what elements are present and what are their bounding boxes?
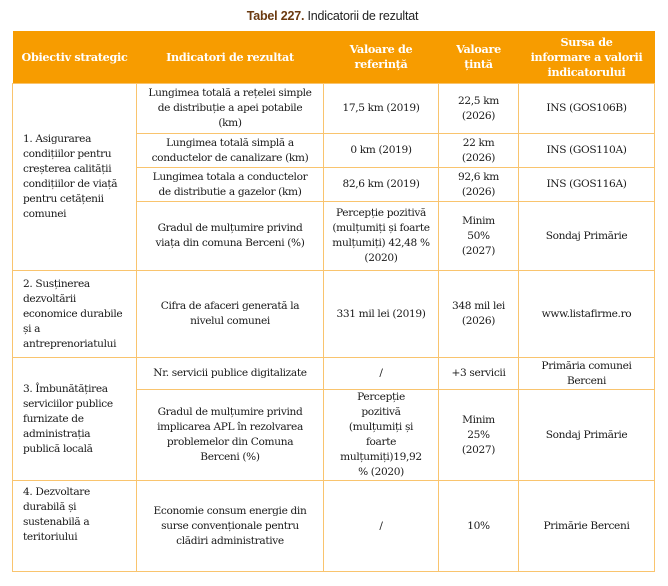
source-cell: Primăria comunei Berceni [519,358,655,390]
target-cell: 92,6 km (2026) [439,168,519,202]
objective-cell: 3. Îmbunătățirea serviciilor publice furnizate de administrația publică locală [13,358,137,481]
indicator-cell: Lungimea totala a conductelor de distributie a gazelor (km) [137,168,324,202]
reference-cell: / [324,358,439,390]
caption-label: Tabel 227. [246,9,305,23]
header-indicators: Indicatori de rezultat [137,31,324,84]
table-row [13,271,655,358]
reference-cell: / [324,481,439,572]
source-cell: INS (GOS116A) [519,168,655,202]
indicator-cell: Gradul de mulțumire privind viața din comuna Berceni (%) [137,202,324,271]
header-reference: Valoare de referință [324,31,439,84]
target-cell: Minim 25% (2027) [439,390,519,481]
header-source: Sursa de informare a valorii indicatorului [519,31,655,84]
header-objective: Obiectiv strategic [13,31,137,84]
objective-cell: 4. Dezvoltare durabilă și sustenabilă a teritoriului [13,481,137,572]
target-cell: 22,5 km (2026) [439,84,519,134]
table-row [13,84,655,134]
table-row [13,358,655,390]
source-cell: www.listafirme.ro [519,271,655,358]
target-cell: 348 mil lei (2026) [439,271,519,358]
reference-cell: 0 km (2019) [324,134,439,168]
indicator-cell: Lungimea totală a rețelei simple de distribuție a apei potabile (km) [137,84,324,134]
reference-cell: 17,5 km (2019) [324,84,439,134]
results-indicators-table [12,31,655,572]
source-cell: INS (GOS106B) [519,84,655,134]
header-target: Valoare țintă [439,31,519,84]
table-header-row [13,31,655,84]
reference-cell: Percepție pozitivă (mulțumiți și foarte mulțumiți)19,92 % (2020) [324,390,439,481]
indicator-cell: Economie consum energie din surse convenționale pentru clădiri administrative [137,481,324,572]
source-cell: INS (GOS110A) [519,134,655,168]
target-cell: +3 servicii [439,358,519,390]
table-caption [12,9,653,23]
source-cell: Sondaj Primărie [519,390,655,481]
reference-cell: Percepție pozitivă (mulțumiți și foarte mulțumiți) 42,48 % (2020) [324,202,439,271]
table-row [13,481,655,572]
objective-cell: 2. Susținerea dezvoltării economice durabile și a antreprenoriatului [13,271,137,358]
indicator-cell: Gradul de mulțumire privind implicarea APL în rezolvarea problemelor din Comuna Berceni (%) [137,390,324,481]
target-cell: 22 km (2026) [439,134,519,168]
source-cell: Sondaj Primărie [519,202,655,271]
target-cell: 10% [439,481,519,572]
reference-cell: 331 mil lei (2019) [324,271,439,358]
caption-title: Indicatorii de rezultat [304,9,419,23]
objective-cell: 1. Asigurarea condițiilor pentru creșterea calității condițiilor de viață pentru cetățenii comunei [13,84,137,271]
source-cell: Primărie Berceni [519,481,655,572]
indicator-cell: Cifra de afaceri generată la nivelul comunei [137,271,324,358]
indicator-cell: Lungimea totală simplă a conductelor de canalizare (km) [137,134,324,168]
reference-cell: 82,6 km (2019) [324,168,439,202]
target-cell: Minim 50% (2027) [439,202,519,271]
indicator-cell: Nr. servicii publice digitalizate [137,358,324,390]
